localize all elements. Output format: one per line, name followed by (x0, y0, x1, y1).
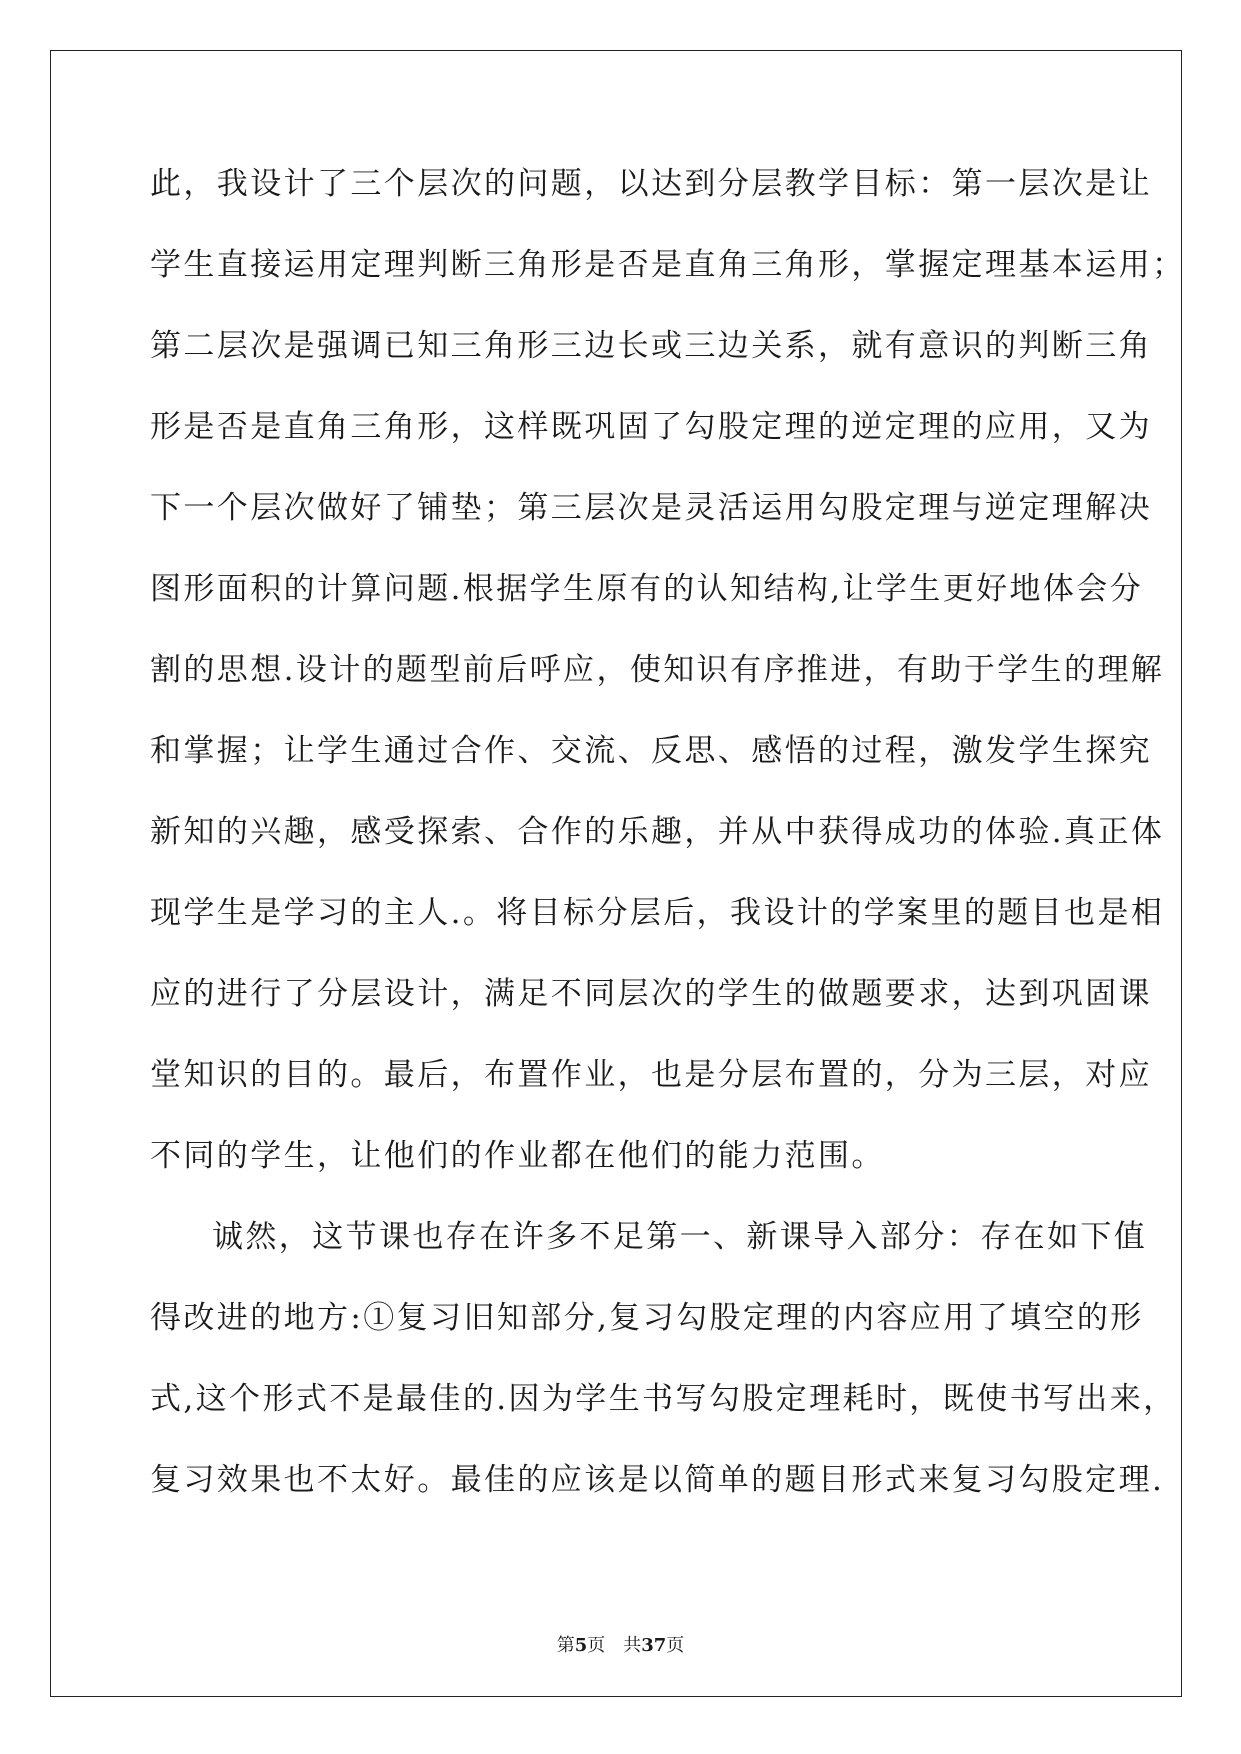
paragraph-first-line: 诚然，这节课也存在许多不足第一、新课导入部分：存在如下值 (212, 1219, 1148, 1255)
text-line: 学生直接运用定理判断三角形是否是直角三角形，掌握定理基本运用； (150, 247, 1186, 283)
text-line: 得改进的地方:①复习旧知部分,复习勾股定理的内容应用了填空的形 (150, 1300, 1144, 1336)
text-line: 新知的兴趣，感受探索、合作的乐趣，并从中获得成功的体验.真正体 (150, 814, 1165, 850)
text-line: 割的思想.设计的题型前后呼应，使知识有序推进，有助于学生的理解 (150, 652, 1165, 688)
text-line: 第二层次是强调已知三角形三边长或三边关系，就有意识的判断三角 (150, 328, 1152, 364)
text-line: 现学生是学习的主人.。将目标分层后，我设计的学案里的题目也是相 (150, 895, 1165, 931)
text-line: 此，我设计了三个层次的问题，以达到分层教学目标：第一层次是让 (150, 166, 1152, 202)
text-line: 式,这个形式不是最佳的.因为学生书写勾股定理耗时，既使书写出来， (150, 1381, 1177, 1417)
page-footer (0, 1631, 1241, 1657)
text-line: 下一个层次做好了铺垫；第三层次是灵活运用勾股定理与逆定理解决 (150, 490, 1152, 526)
footer-suffix: 页 (666, 1635, 685, 1656)
document-body (150, 160, 1186, 1537)
text-line: 不同的学生，让他们的作业都在他们的能力范围。 (150, 1138, 885, 1174)
footer-prefix: 第 (556, 1635, 575, 1656)
current-page-number: 5 (574, 1635, 588, 1656)
total-page-count: 37 (641, 1635, 667, 1656)
text-line: 形是否是直角三角形，这样既巩固了勾股定理的逆定理的应用，又为 (150, 409, 1152, 445)
text-line: 图形面积的计算问题.根据学生原有的认知结构,让学生更好地体会分 (150, 571, 1144, 607)
footer-mid: 页 共 (587, 1635, 642, 1656)
text-line: 应的进行了分层设计，满足不同层次的学生的做题要求，达到巩固课 (150, 976, 1152, 1012)
text-line: 和掌握；让学生通过合作、交流、反思、感悟的过程，激发学生探究 (150, 733, 1152, 769)
text-line: 堂知识的目的。最后，布置作业，也是分层布置的，分为三层，对应 (150, 1057, 1152, 1093)
text-line: 复习效果也不太好。最佳的应该是以简单的题目形式来复习勾股定理. (150, 1462, 1165, 1498)
